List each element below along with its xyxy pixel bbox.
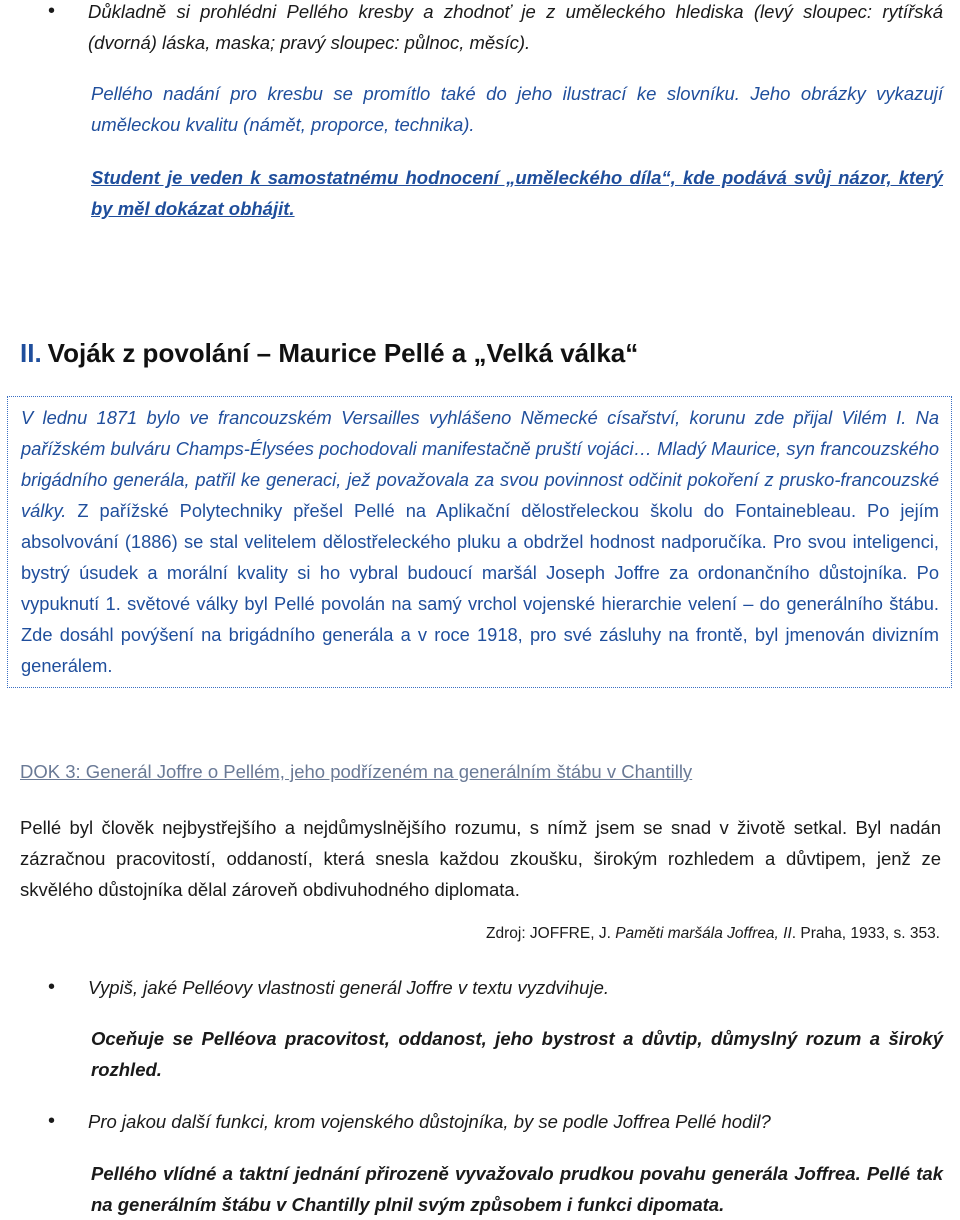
source-prefix: Zdroj: JOFFRE, J. xyxy=(486,925,616,942)
bullet-icon: • xyxy=(48,1110,56,1132)
info-box-normal-text: Z pařížské Polytechniky přešel Pellé na Aplikační dělostřeleckou školu do Fontainebleau. Po jejím absolvování (1886) se stal velitelem dělostřeleckého pluku a obdržel hodnost nadporučíka. Pro svou inteligenci, bystrý úsudek a morální kvality si ho vybral budoucí maršál Joseph Joffre za ordonančního důstojníka. Po vypuknutí 1. světové války byl Pellé povolán na samý vrchol vojenské hierarchie velení – do generálního štábu. Zde dosáhl povýšení na brigádního generála a v roce 1918, pro své zásluhy na frontě, byl jmenován divizním generálem. xyxy=(21,500,939,676)
section-number: II. xyxy=(20,338,42,368)
info-box xyxy=(7,396,952,688)
source-citation xyxy=(486,925,940,943)
task-item-1 xyxy=(48,0,943,58)
answer-3: Pellého vlídné a taktní jednání přirozeně vyvažovalo prudkou povahu generála Joffrea. Pellé tak na generálním štábu v Chantilly plnil svým způsobem i funkci dipomata. xyxy=(91,1163,943,1215)
task-text-3: Pro jakou další funkci, krom vojenského důstojníka, by se podle Joffrea Pellé hodil? xyxy=(88,1111,771,1132)
task-text-2: Vypiš, jaké Pelléovy vlastnosti generál Joffre v textu vyzdvihuje. xyxy=(88,977,609,998)
task-text-1: Důkladně si prohlédni Pellého kresby a zhodnoť je z uměleckého hlediska (levý sloupec: rytířská (dvorná) láska, maska; pravý sloupec: půlnoc, měsíc). xyxy=(88,1,943,53)
source-title: Paměti maršála Joffrea, II xyxy=(615,925,792,942)
bullet-icon: • xyxy=(48,0,56,22)
section-heading xyxy=(20,338,638,369)
source-suffix: . Praha, 1933, s. 353. xyxy=(791,925,940,942)
answer-2: Oceňuje se Pelléova pracovitost, oddanost, jeho bystrost a důvtip, důmyslný rozum a široký rozhled. xyxy=(91,1028,943,1080)
task-item-2 xyxy=(48,972,943,1003)
bullet-icon: • xyxy=(48,976,56,998)
answer-1a: Pellého nadání pro kresbu se promítlo také do jeho ilustrací ke slovníku. Jeho obrázky vykazují uměleckou kvalitu (námět, proporce, technika). xyxy=(91,83,943,135)
answer-1b: Student je veden k samostatnému hodnocení „uměleckého díla“, kde podává svůj názor, který by měl dokázat obhájit. xyxy=(91,167,943,219)
task-item-3 xyxy=(48,1106,943,1137)
section-title: Voják z povolání – Maurice Pellé a „Velká válka“ xyxy=(47,338,639,368)
quote-text: Pellé byl člověk nejbystřejšího a nejdůmyslnějšího rozumu, s nímž jsem se snad v životě setkal. Byl nadán zázračnou pracovitostí, oddaností, která snesla každou zkoušku, širokým rozhledem a důvtipem, jenž ze skvělého důstojníka dělal zároveň obdivuhodného diplomata. xyxy=(20,817,941,900)
document-title: DOK 3: Generál Joffre o Pellém, jeho podřízeném na generálním štábu v Chantilly xyxy=(20,761,693,782)
info-box-italic-text: V lednu 1871 bylo ve francouzském Versailles vyhlášeno Německé císařství, korunu zde přijal Vilém I. Na pařížském bulváru Champs-Élysées pochodovali manifestačně pruští vojáci… Mladý Maurice, syn francouzského brigádního generála, patřil ke generaci, jež považovala za svou povinnost odčinit pokoření z prusko-francouzské války. xyxy=(21,407,939,521)
info-box-text xyxy=(21,402,939,681)
